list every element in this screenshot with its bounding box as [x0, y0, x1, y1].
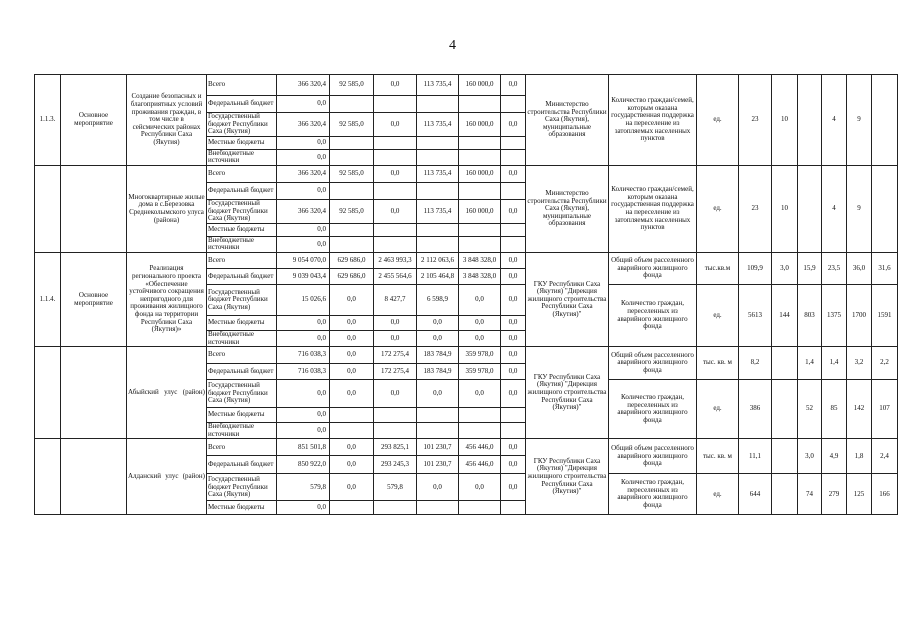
- funding-value: 851 501,8: [277, 439, 330, 456]
- funding-value: 366 320,4: [277, 75, 330, 96]
- funding-value: 160 000,0: [459, 113, 501, 137]
- funding-value: [330, 423, 374, 439]
- indicator-value: 5613: [739, 284, 772, 346]
- funding-value: 0,0: [277, 315, 330, 330]
- funding-value: 0,0: [374, 315, 417, 330]
- indicator-value: 1,8: [847, 439, 872, 474]
- funding-value: 92 585,0: [330, 199, 374, 223]
- funding-value: 579,8: [374, 474, 417, 501]
- funding-value: 0,0: [374, 165, 417, 182]
- executor: ГКУ Республики Саха (Якутия) "Дирекция жилищного строительства Республики Саха (Якутия)": [526, 252, 609, 346]
- funding-value: 172 275,4: [374, 364, 417, 380]
- funding-value: [459, 136, 501, 149]
- program-table: [34, 74, 898, 515]
- funding-value: 3 848 328,0: [459, 268, 501, 284]
- funding-value: 0,0: [459, 474, 501, 501]
- funding-value: 0,0: [417, 474, 459, 501]
- funding-value: 0,0: [501, 315, 526, 330]
- funding-value: [374, 223, 417, 236]
- funding-value: 0,0: [501, 456, 526, 474]
- indicator-value: 2,4: [872, 439, 898, 474]
- funding-value: [459, 96, 501, 113]
- funding-value: 0,0: [277, 236, 330, 252]
- measure-name: Алданский улус (район): [127, 439, 207, 515]
- funding-value: 629 686,0: [330, 268, 374, 284]
- measure-type: Основное мероприятие: [61, 75, 127, 166]
- funding-value: [417, 423, 459, 439]
- funding-value: 0,0: [277, 223, 330, 236]
- funding-value: [417, 136, 459, 149]
- indicator-value: [772, 439, 798, 474]
- indicator-value: [772, 474, 798, 515]
- funding-value: 366 320,4: [277, 113, 330, 137]
- funding-source: Местные бюджеты: [207, 136, 277, 149]
- funding-value: 0,0: [330, 347, 374, 364]
- funding-value: [417, 149, 459, 165]
- indicator-value: 36,0: [847, 252, 872, 284]
- funding-value: 101 230,7: [417, 456, 459, 474]
- indicator-unit: ед.: [697, 284, 739, 346]
- funding-value: 113 735,4: [417, 199, 459, 223]
- funding-value: 0,0: [501, 330, 526, 346]
- funding-value: [374, 423, 417, 439]
- funding-value: 0,0: [277, 96, 330, 113]
- funding-value: 0,0: [417, 380, 459, 408]
- funding-value: 3 848 328,0: [459, 252, 501, 268]
- funding-value: 293 825,1: [374, 439, 417, 456]
- funding-value: 183 784,9: [417, 364, 459, 380]
- measure-type: [61, 165, 127, 252]
- indicator-value: 142: [847, 380, 872, 439]
- funding-value: [501, 423, 526, 439]
- funding-value: 9 054 070,0: [277, 252, 330, 268]
- funding-value: 0,0: [330, 364, 374, 380]
- indicator-unit: тыс. кв. м: [697, 347, 739, 380]
- funding-value: 0,0: [277, 149, 330, 165]
- indicator-value: 9: [847, 165, 872, 252]
- funding-source: Федеральный бюджет: [207, 364, 277, 380]
- funding-value: 0,0: [459, 284, 501, 315]
- funding-source: Внебюджетные источники: [207, 236, 277, 252]
- indicator-value: 15,9: [798, 252, 822, 284]
- funding-value: 113 735,4: [417, 165, 459, 182]
- funding-value: 160 000,0: [459, 75, 501, 96]
- funding-value: [501, 236, 526, 252]
- funding-value: 0,0: [501, 380, 526, 408]
- funding-source: Федеральный бюджет: [207, 96, 277, 113]
- funding-value: [374, 236, 417, 252]
- funding-value: 0,0: [277, 501, 330, 515]
- indicator-value: [872, 75, 898, 166]
- indicator-value: 1591: [872, 284, 898, 346]
- indicator-value: 109,9: [739, 252, 772, 284]
- indicator-value: [798, 75, 822, 166]
- funding-value: 15 026,6: [277, 284, 330, 315]
- funding-value: 0,0: [374, 75, 417, 96]
- funding-value: 0,0: [277, 330, 330, 346]
- funding-source: Внебюджетные источники: [207, 423, 277, 439]
- indicator-value: 144: [772, 284, 798, 346]
- funding-value: 0,0: [374, 199, 417, 223]
- funding-value: 359 978,0: [459, 364, 501, 380]
- funding-value: 366 320,4: [277, 165, 330, 182]
- row-number: [35, 165, 61, 252]
- funding-value: 0,0: [501, 75, 526, 96]
- funding-value: [417, 223, 459, 236]
- funding-value: 0,0: [501, 439, 526, 456]
- funding-source: Всего: [207, 75, 277, 96]
- table-row: [35, 252, 898, 268]
- funding-value: 850 922,0: [277, 456, 330, 474]
- funding-value: 456 446,0: [459, 439, 501, 456]
- table-row: [35, 165, 898, 182]
- indicator-name: Количество граждан, переселенных из аварийного жилищного фонда: [609, 284, 697, 346]
- funding-value: 2 105 464,8: [417, 268, 459, 284]
- funding-value: [330, 408, 374, 423]
- funding-source: Государственный бюджет Республики Саха (Якутия): [207, 284, 277, 315]
- funding-value: 183 784,9: [417, 347, 459, 364]
- funding-value: 293 245,3: [374, 456, 417, 474]
- funding-value: 0,0: [330, 380, 374, 408]
- funding-value: 0,0: [330, 474, 374, 501]
- funding-value: 0,0: [374, 113, 417, 137]
- funding-value: 92 585,0: [330, 75, 374, 96]
- funding-value: 0,0: [459, 330, 501, 346]
- funding-value: 0,0: [330, 439, 374, 456]
- indicator-value: 4,9: [822, 439, 847, 474]
- funding-value: [459, 149, 501, 165]
- indicator-value: 11,1: [739, 439, 772, 474]
- row-number: 1.1.3.: [35, 75, 61, 166]
- executor: Министерство строительства Республики Саха (Якутия), муниципальные образования: [526, 75, 609, 166]
- funding-value: 2 463 993,3: [374, 252, 417, 268]
- funding-value: 366 320,4: [277, 199, 330, 223]
- funding-value: [501, 149, 526, 165]
- row-number: [35, 347, 61, 439]
- funding-value: 92 585,0: [330, 113, 374, 137]
- funding-value: 113 735,4: [417, 113, 459, 137]
- indicator-value: 1,4: [798, 347, 822, 380]
- funding-value: 0,0: [417, 315, 459, 330]
- funding-value: 0,0: [277, 182, 330, 199]
- funding-value: [330, 136, 374, 149]
- funding-value: 101 230,7: [417, 439, 459, 456]
- funding-value: 160 000,0: [459, 165, 501, 182]
- funding-value: 8 427,7: [374, 284, 417, 315]
- funding-source: Внебюджетные источники: [207, 149, 277, 165]
- funding-value: 0,0: [277, 380, 330, 408]
- indicator-value: 1700: [847, 284, 872, 346]
- funding-source: Государственный бюджет Республики Саха (Якутия): [207, 113, 277, 137]
- funding-value: 0,0: [330, 284, 374, 315]
- indicator-value: 74: [798, 474, 822, 515]
- funding-value: [501, 136, 526, 149]
- funding-value: 716 038,3: [277, 364, 330, 380]
- executor: ГКУ Республики Саха (Якутия) "Дирекция жилищного строительства Республики Саха (Якутия)": [526, 347, 609, 439]
- indicator-value: 23: [739, 75, 772, 166]
- indicator-value: 3,0: [772, 252, 798, 284]
- indicator-value: [872, 165, 898, 252]
- funding-value: 0,0: [501, 474, 526, 501]
- funding-value: 172 275,4: [374, 347, 417, 364]
- funding-value: [330, 96, 374, 113]
- funding-value: 0,0: [417, 330, 459, 346]
- funding-source: Федеральный бюджет: [207, 182, 277, 199]
- funding-value: [501, 408, 526, 423]
- indicator-value: 2,2: [872, 347, 898, 380]
- funding-value: [330, 236, 374, 252]
- funding-value: [330, 149, 374, 165]
- indicator-unit: ед.: [697, 474, 739, 515]
- funding-value: 0,0: [374, 380, 417, 408]
- funding-value: [417, 96, 459, 113]
- indicator-name: Количество граждан, переселенных из аварийного жилищного фонда: [609, 380, 697, 439]
- funding-value: 2 112 063,6: [417, 252, 459, 268]
- funding-value: 0,0: [501, 199, 526, 223]
- funding-value: 0,0: [459, 380, 501, 408]
- funding-value: [459, 501, 501, 515]
- funding-value: 629 686,0: [330, 252, 374, 268]
- funding-source: Государственный бюджет Республики Саха (Якутия): [207, 199, 277, 223]
- executor: Министерство строительства Республики Саха (Якутия), муниципальные образования: [526, 165, 609, 252]
- indicator-value: 107: [872, 380, 898, 439]
- indicator-value: 4: [822, 165, 847, 252]
- funding-source: Местные бюджеты: [207, 223, 277, 236]
- funding-value: [417, 501, 459, 515]
- indicator-value: 23,5: [822, 252, 847, 284]
- funding-value: [374, 182, 417, 199]
- funding-source: Всего: [207, 165, 277, 182]
- indicator-unit: тыс.кв.м: [697, 252, 739, 284]
- funding-value: [330, 223, 374, 236]
- measure-type: [61, 347, 127, 439]
- funding-source: Государственный бюджет Республики Саха (Якутия): [207, 474, 277, 501]
- indicator-value: [772, 380, 798, 439]
- funding-value: [374, 408, 417, 423]
- indicator-value: 386: [739, 380, 772, 439]
- indicator-value: 644: [739, 474, 772, 515]
- funding-value: [374, 96, 417, 113]
- funding-value: [501, 223, 526, 236]
- measure-name: Создание безопасных и благоприятных условий проживания граждан, в том числе в сейсмических районах Республики Саха (Якутия): [127, 75, 207, 166]
- indicator-value: 1375: [822, 284, 847, 346]
- indicator-value: [772, 347, 798, 380]
- funding-value: 0,0: [277, 136, 330, 149]
- indicator-unit: тыс. кв. м: [697, 439, 739, 474]
- funding-value: 0,0: [501, 364, 526, 380]
- indicator-name: Количество граждан, переселенных из аварийного жилищного фонда: [609, 474, 697, 515]
- indicator-value: 8,2: [739, 347, 772, 380]
- indicator-name: Количество граждан/семей, которым оказана государственная поддержка на переселение из затопляемых населенных пунктов: [609, 75, 697, 166]
- table-row: [35, 439, 898, 456]
- indicator-value: 803: [798, 284, 822, 346]
- funding-value: 579,8: [277, 474, 330, 501]
- funding-value: 0,0: [330, 330, 374, 346]
- funding-source: Всего: [207, 252, 277, 268]
- funding-value: 0,0: [501, 347, 526, 364]
- page-number: 4: [449, 38, 456, 53]
- indicator-name: Общий объем расселенного аварийного жилищного фонда: [609, 439, 697, 474]
- funding-value: 359 978,0: [459, 347, 501, 364]
- indicator-value: 3,2: [847, 347, 872, 380]
- funding-value: 6 598,9: [417, 284, 459, 315]
- funding-value: [501, 501, 526, 515]
- funding-source: Местные бюджеты: [207, 315, 277, 330]
- funding-value: [417, 236, 459, 252]
- indicator-value: 125: [847, 474, 872, 515]
- row-number: 1.1.4.: [35, 252, 61, 346]
- funding-value: 0,0: [501, 252, 526, 268]
- funding-value: 2 455 564,6: [374, 268, 417, 284]
- measure-name: Многоквартирные жилые дома в с.Березовка Среднеколымского улуса (района): [127, 165, 207, 252]
- measure-type: [61, 439, 127, 515]
- table-row: [35, 347, 898, 364]
- funding-value: [459, 408, 501, 423]
- funding-value: 92 585,0: [330, 165, 374, 182]
- funding-value: 9 039 043,4: [277, 268, 330, 284]
- funding-value: 716 038,3: [277, 347, 330, 364]
- funding-value: [330, 501, 374, 515]
- indicator-name: Общий объем расселенного аварийного жилищного фонда: [609, 347, 697, 380]
- funding-value: 160 000,0: [459, 199, 501, 223]
- table-row: [35, 75, 898, 96]
- funding-source: Всего: [207, 347, 277, 364]
- funding-value: 0,0: [501, 113, 526, 137]
- funding-value: [459, 236, 501, 252]
- indicator-value: 23: [739, 165, 772, 252]
- funding-value: [417, 182, 459, 199]
- funding-value: 0,0: [501, 284, 526, 315]
- funding-value: [501, 96, 526, 113]
- funding-value: 456 446,0: [459, 456, 501, 474]
- indicator-value: [798, 165, 822, 252]
- indicator-value: 10: [772, 75, 798, 166]
- indicator-value: 1,4: [822, 347, 847, 380]
- indicator-value: 279: [822, 474, 847, 515]
- funding-source: Федеральный бюджет: [207, 268, 277, 284]
- indicator-unit: ед.: [697, 75, 739, 166]
- indicator-value: 9: [847, 75, 872, 166]
- funding-value: 0,0: [501, 165, 526, 182]
- funding-source: Местные бюджеты: [207, 501, 277, 515]
- indicator-value: 52: [798, 380, 822, 439]
- funding-value: 0,0: [330, 456, 374, 474]
- funding-source: Внебюджетные источники: [207, 330, 277, 346]
- indicator-value: 3,0: [798, 439, 822, 474]
- indicator-value: 4: [822, 75, 847, 166]
- row-number: [35, 439, 61, 515]
- funding-value: [374, 501, 417, 515]
- executor: ГКУ Республики Саха (Якутия) "Дирекция жилищного строительства Республики Саха (Якутия)": [526, 439, 609, 515]
- funding-source: Местные бюджеты: [207, 408, 277, 423]
- measure-name: Реализация регионального проекта «Обеспечение устойчивого сокращения непригодного для проживания жилищного фонда на территории Республики Саха (Якутия)»: [127, 252, 207, 346]
- funding-value: [374, 149, 417, 165]
- funding-value: 0,0: [277, 423, 330, 439]
- funding-value: [374, 136, 417, 149]
- funding-source: Федеральный бюджет: [207, 456, 277, 474]
- measure-name: Абыйский улус (район): [127, 347, 207, 439]
- indicator-value: 31,6: [872, 252, 898, 284]
- indicator-name: Количество граждан/семей, которым оказана государственная поддержка на переселение из затопляемых населенных пунктов: [609, 165, 697, 252]
- funding-value: 0,0: [277, 408, 330, 423]
- indicator-value: 85: [822, 380, 847, 439]
- funding-source: Государственный бюджет Республики Саха (Якутия): [207, 380, 277, 408]
- funding-value: [459, 423, 501, 439]
- indicator-value: 166: [872, 474, 898, 515]
- funding-value: [330, 182, 374, 199]
- funding-value: [417, 408, 459, 423]
- funding-value: [459, 182, 501, 199]
- indicator-unit: ед.: [697, 380, 739, 439]
- funding-value: 113 735,4: [417, 75, 459, 96]
- funding-value: 0,0: [374, 330, 417, 346]
- funding-value: 0,0: [501, 268, 526, 284]
- funding-value: [459, 223, 501, 236]
- indicator-unit: ед.: [697, 165, 739, 252]
- funding-value: [501, 182, 526, 199]
- indicator-name: Общий объем расселенного аварийного жилищного фонда: [609, 252, 697, 284]
- indicator-value: 10: [772, 165, 798, 252]
- funding-value: 0,0: [330, 315, 374, 330]
- funding-value: 0,0: [459, 315, 501, 330]
- funding-source: Всего: [207, 439, 277, 456]
- measure-type: Основное мероприятие: [61, 252, 127, 346]
